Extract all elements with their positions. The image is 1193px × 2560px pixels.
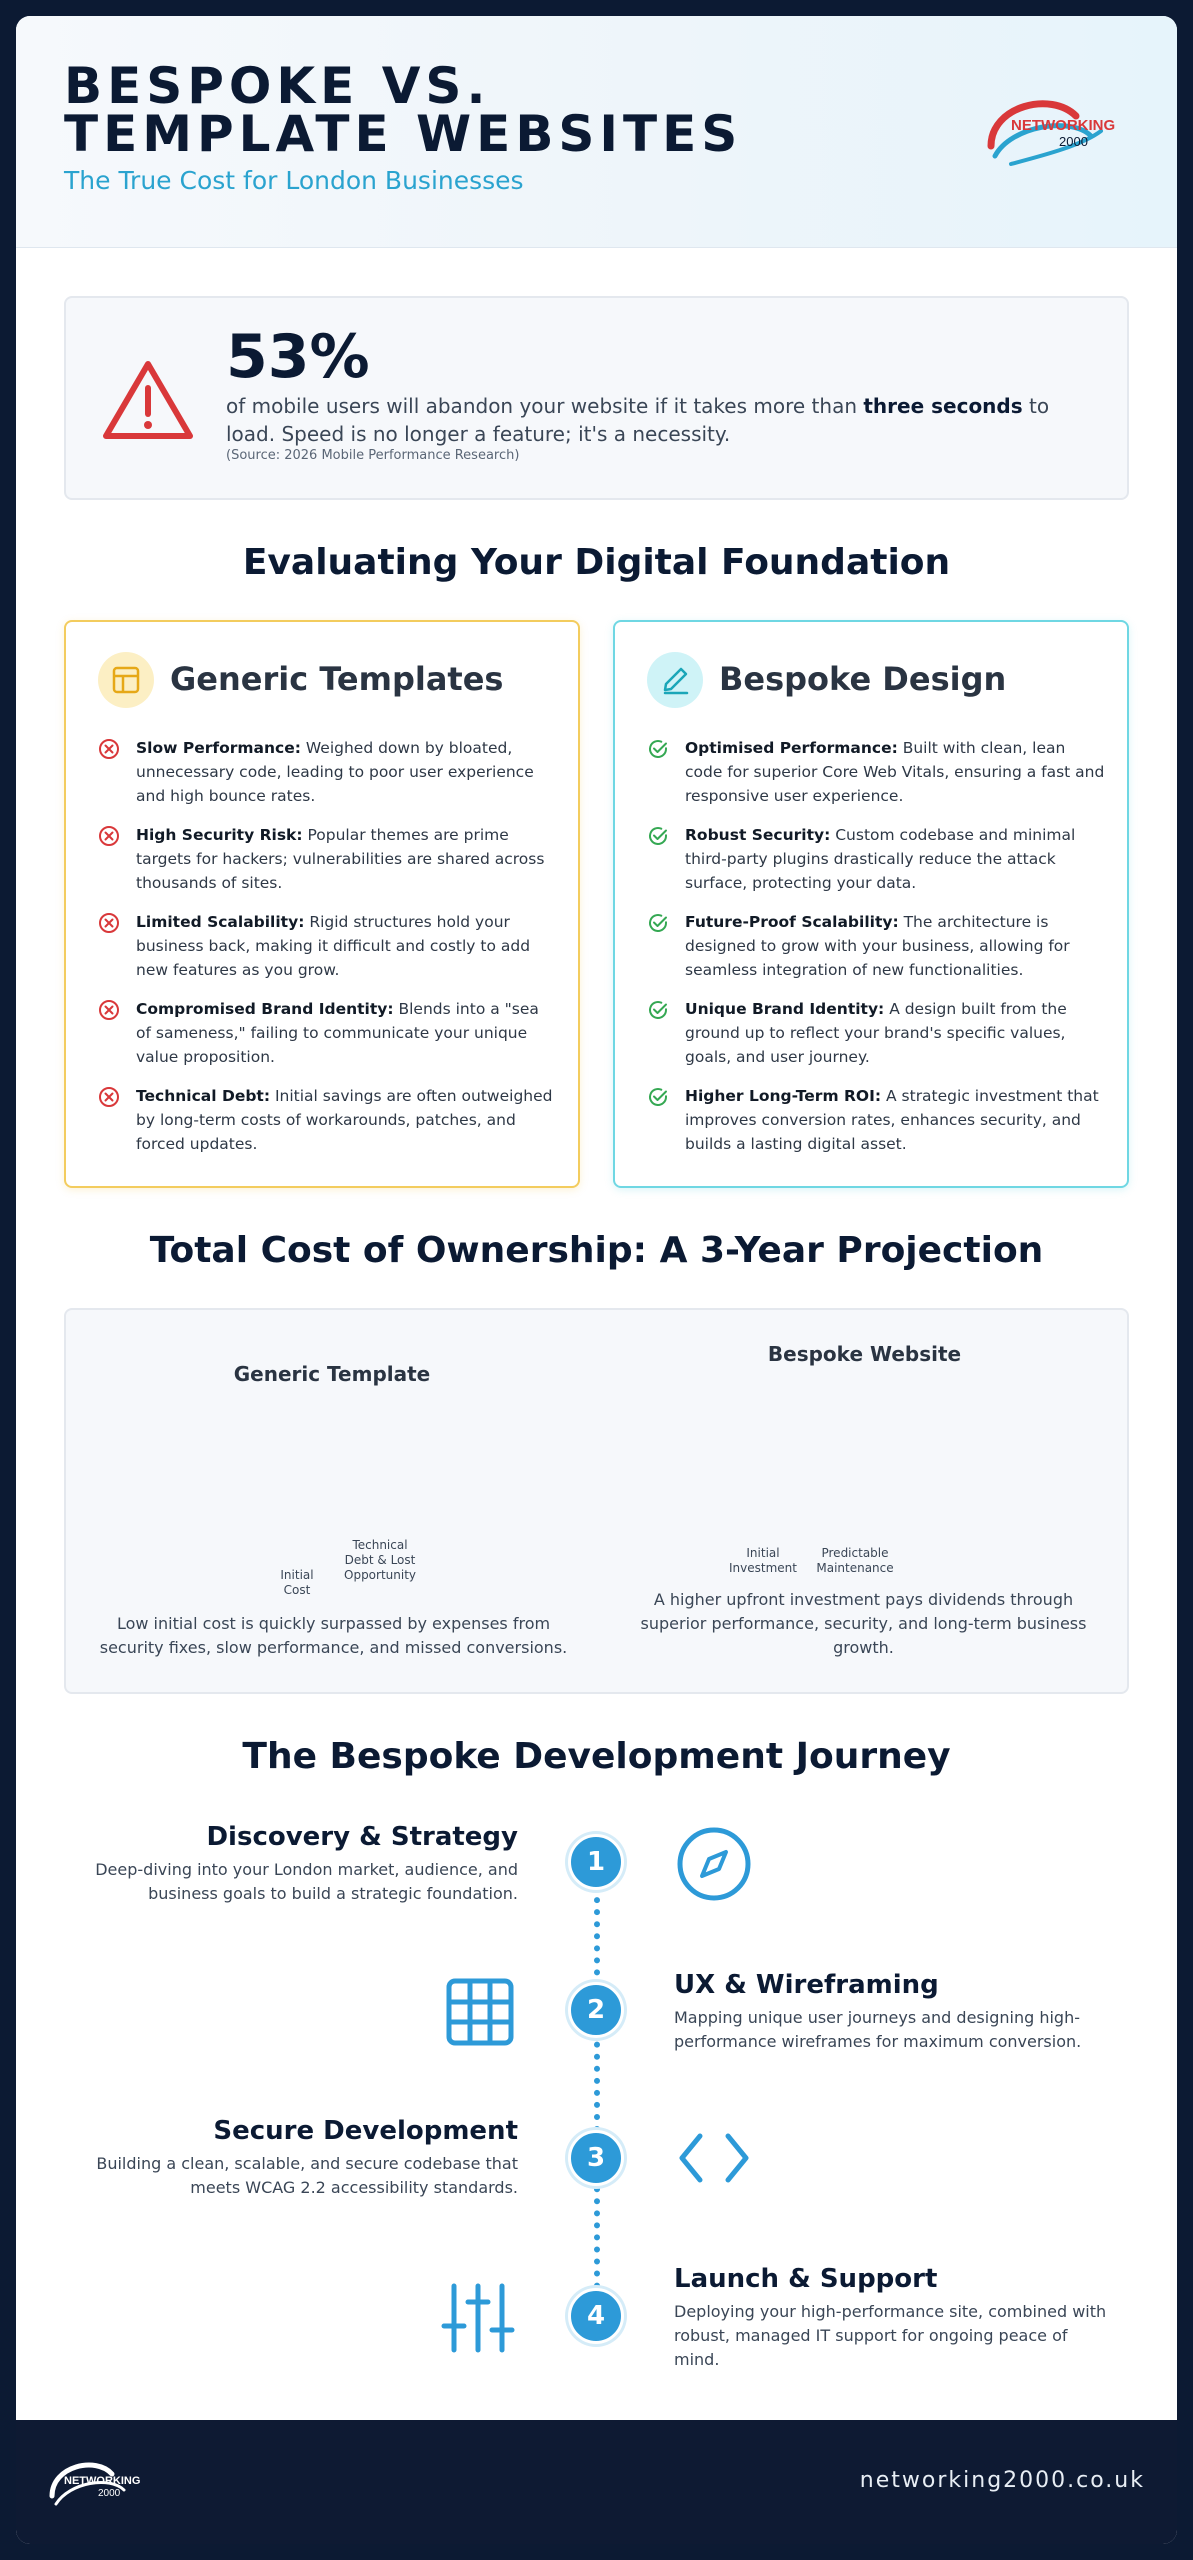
infographic-card <box>16 16 1177 2544</box>
bespoke-design-card <box>613 620 1129 1188</box>
x-circle-icon <box>98 912 120 934</box>
hero-header <box>16 16 1177 248</box>
generic-item-label: Compromised Brand Identity: <box>136 1000 394 1018</box>
step-1-text: Deep-diving into your London market, audience, and business goals to build a strategic foundation. <box>95 1860 518 1903</box>
generic-item-text: Popular themes are prime targets for hackers; vulnerabilities are shared across thousands of sites. <box>136 826 545 892</box>
journey-timeline <box>594 1861 600 2301</box>
step-3-title: Secure Development <box>213 2116 518 2146</box>
pen-edit-icon <box>647 652 703 708</box>
bespoke-item-text: A strategic investment that improves conversion rates, enhances security, and builds a lasting digital asset. <box>685 1087 1099 1153</box>
generic-item-text: Rigid structures hold your business back, making it difficult and costly to add new features as you grow. <box>136 913 531 979</box>
bespoke-item-text: The architecture is designed to grow with your business, allowing for seamless integration of new functionalities. <box>685 913 1070 979</box>
bespoke-item-label: Robust Security: <box>685 826 831 844</box>
generic-chart-caption: Low initial cost is quickly surpassed by expenses from security fixes, slow performance, and missed conversions. <box>99 1614 568 1657</box>
footer-website-link[interactable]: networking2000.co.uk <box>859 2468 1145 2493</box>
generic-templates-card <box>64 620 580 1188</box>
bespoke-item-text: Built with clean, lean code for superior Core Web Vitals, ensuring a fast and responsive user experience. <box>685 739 1105 805</box>
page-title: BESPOKE VS. TEMPLATE WEBSITES <box>64 57 743 163</box>
stat-text-after: to load. Speed is no longer a feature; it's a necessity. <box>226 394 1050 446</box>
x-circle-icon <box>98 1086 120 1108</box>
stat-text-before: of mobile users will abandon your website if it takes more than <box>226 394 864 418</box>
step-2-title: UX & Wireframing <box>674 1970 939 2000</box>
compass-icon <box>674 1824 754 1904</box>
stat-text-bold: three seconds <box>863 394 1023 418</box>
bespoke-item-label: Unique Brand Identity: <box>685 1000 885 1018</box>
footer-logo-brand-text: NETWORKING <box>64 2475 141 2487</box>
layout-template-icon <box>98 652 154 708</box>
generic-item-text: Initial savings are often outweighed by long-term costs of workarounds, patches, and forced updates. <box>136 1087 553 1153</box>
generic-chart-label-debt: Technical Debt & Lost Opportunity <box>344 1538 417 1582</box>
check-circle-icon <box>647 999 669 1021</box>
tco-heading: Total Cost of Ownership: A 3-Year Projection <box>149 1230 1044 1271</box>
generic-item <box>96 736 556 808</box>
step-4-title: Launch & Support <box>674 2264 938 2294</box>
generic-chart-title: Generic Template <box>233 1362 431 1386</box>
check-circle-icon <box>647 825 669 847</box>
x-circle-icon <box>98 999 120 1021</box>
generic-item-label: High Security Risk: <box>136 826 303 844</box>
generic-item-text: Weighed down by bloated, unnecessary code, leading to poor user experience and high bounce rates. <box>136 739 534 805</box>
bespoke-item <box>645 910 1105 982</box>
check-circle-icon <box>647 738 669 760</box>
stat-number: 53% <box>226 322 370 392</box>
bespoke-item-label: Optimised Performance: <box>685 739 898 757</box>
bespoke-item-label: Future-Proof Scalability: <box>685 913 899 931</box>
x-circle-icon <box>98 738 120 760</box>
check-circle-icon <box>647 912 669 934</box>
generic-templates-list <box>96 736 556 1171</box>
generic-item-label: Limited Scalability: <box>136 913 305 931</box>
stat-callout <box>64 296 1129 500</box>
generic-item-label: Technical Debt: <box>136 1087 271 1105</box>
bespoke-item <box>645 736 1105 808</box>
evaluate-heading: Evaluating Your Digital Foundation <box>242 542 951 583</box>
bespoke-chart-label-maintenance: Predictable Maintenance <box>816 1546 894 1575</box>
logo-sub-text: 2000 <box>1059 134 1088 149</box>
bespoke-chart-caption: A higher upfront investment pays dividends through superior performance, security, and long-term business growth. <box>640 1590 1087 1657</box>
bespoke-item <box>645 997 1105 1069</box>
tco-comparison <box>64 1308 1129 1694</box>
step-1-title: Discovery & Strategy <box>206 1822 518 1852</box>
bespoke-item-text: A design built from the ground up to reflect your brand's specific values, goals, and user journey. <box>685 1000 1067 1066</box>
generic-templates-title: Generic Templates <box>170 660 504 698</box>
grid-table-icon <box>440 1972 520 2052</box>
step-2-badge: 2 <box>568 1982 624 2038</box>
stat-source: (Source: 2026 Mobile Performance Research) <box>226 448 520 463</box>
networking2000-logo[interactable] <box>981 86 1131 176</box>
step-4-text: Deploying your high-performance site, combined with robust, managed IT support for ongoing peace of mind. <box>674 2302 1107 2369</box>
generic-item <box>96 997 556 1069</box>
step-3-text: Building a clean, scalable, and secure codebase that meets WCAG 2.2 accessibility standards. <box>96 2154 518 2197</box>
step-1-badge: 1 <box>568 1834 624 1890</box>
bespoke-design-title: Bespoke Design <box>719 660 1007 698</box>
stat-description <box>226 392 1076 448</box>
journey-heading: The Bespoke Development Journey <box>242 1736 951 1777</box>
bespoke-item <box>645 823 1105 895</box>
bespoke-chart-label-initial: Initial Investment <box>729 1546 797 1575</box>
code-brackets-icon <box>674 2118 754 2198</box>
generic-chart-label-initial: Initial Cost <box>280 1568 314 1597</box>
footer-logo-sub-text: 2000 <box>98 2488 121 2499</box>
sliders-icon <box>438 2278 518 2358</box>
generic-item-label: Slow Performance: <box>136 739 301 757</box>
bespoke-design-list <box>645 736 1105 1171</box>
footer-networking2000-logo[interactable] <box>46 2452 156 2516</box>
step-3-badge: 3 <box>568 2130 624 2186</box>
generic-item <box>96 823 556 895</box>
footer <box>16 2420 1177 2544</box>
page-subtitle: The True Cost for London Businesses <box>64 166 524 195</box>
bespoke-chart-title: Bespoke Website <box>767 1342 962 1366</box>
step-2-text: Mapping unique user journeys and designing high-performance wireframes for maximum conversion. <box>674 2008 1082 2051</box>
generic-item-text: Blends into a "sea of sameness," failing to communicate your unique value proposition. <box>136 1000 539 1066</box>
generic-item <box>96 1084 556 1156</box>
step-4-badge: 4 <box>568 2288 624 2344</box>
generic-item <box>96 910 556 982</box>
logo-brand-text: NETWORKING <box>1011 117 1116 134</box>
warning-triangle-icon <box>100 358 196 442</box>
check-circle-icon <box>647 1086 669 1108</box>
bespoke-item-text: Custom codebase and minimal third-party plugins drastically reduce the attack surface, protecting your data. <box>685 826 1076 892</box>
bespoke-item <box>645 1084 1105 1156</box>
x-circle-icon <box>98 825 120 847</box>
bespoke-item-label: Higher Long-Term ROI: <box>685 1087 882 1105</box>
